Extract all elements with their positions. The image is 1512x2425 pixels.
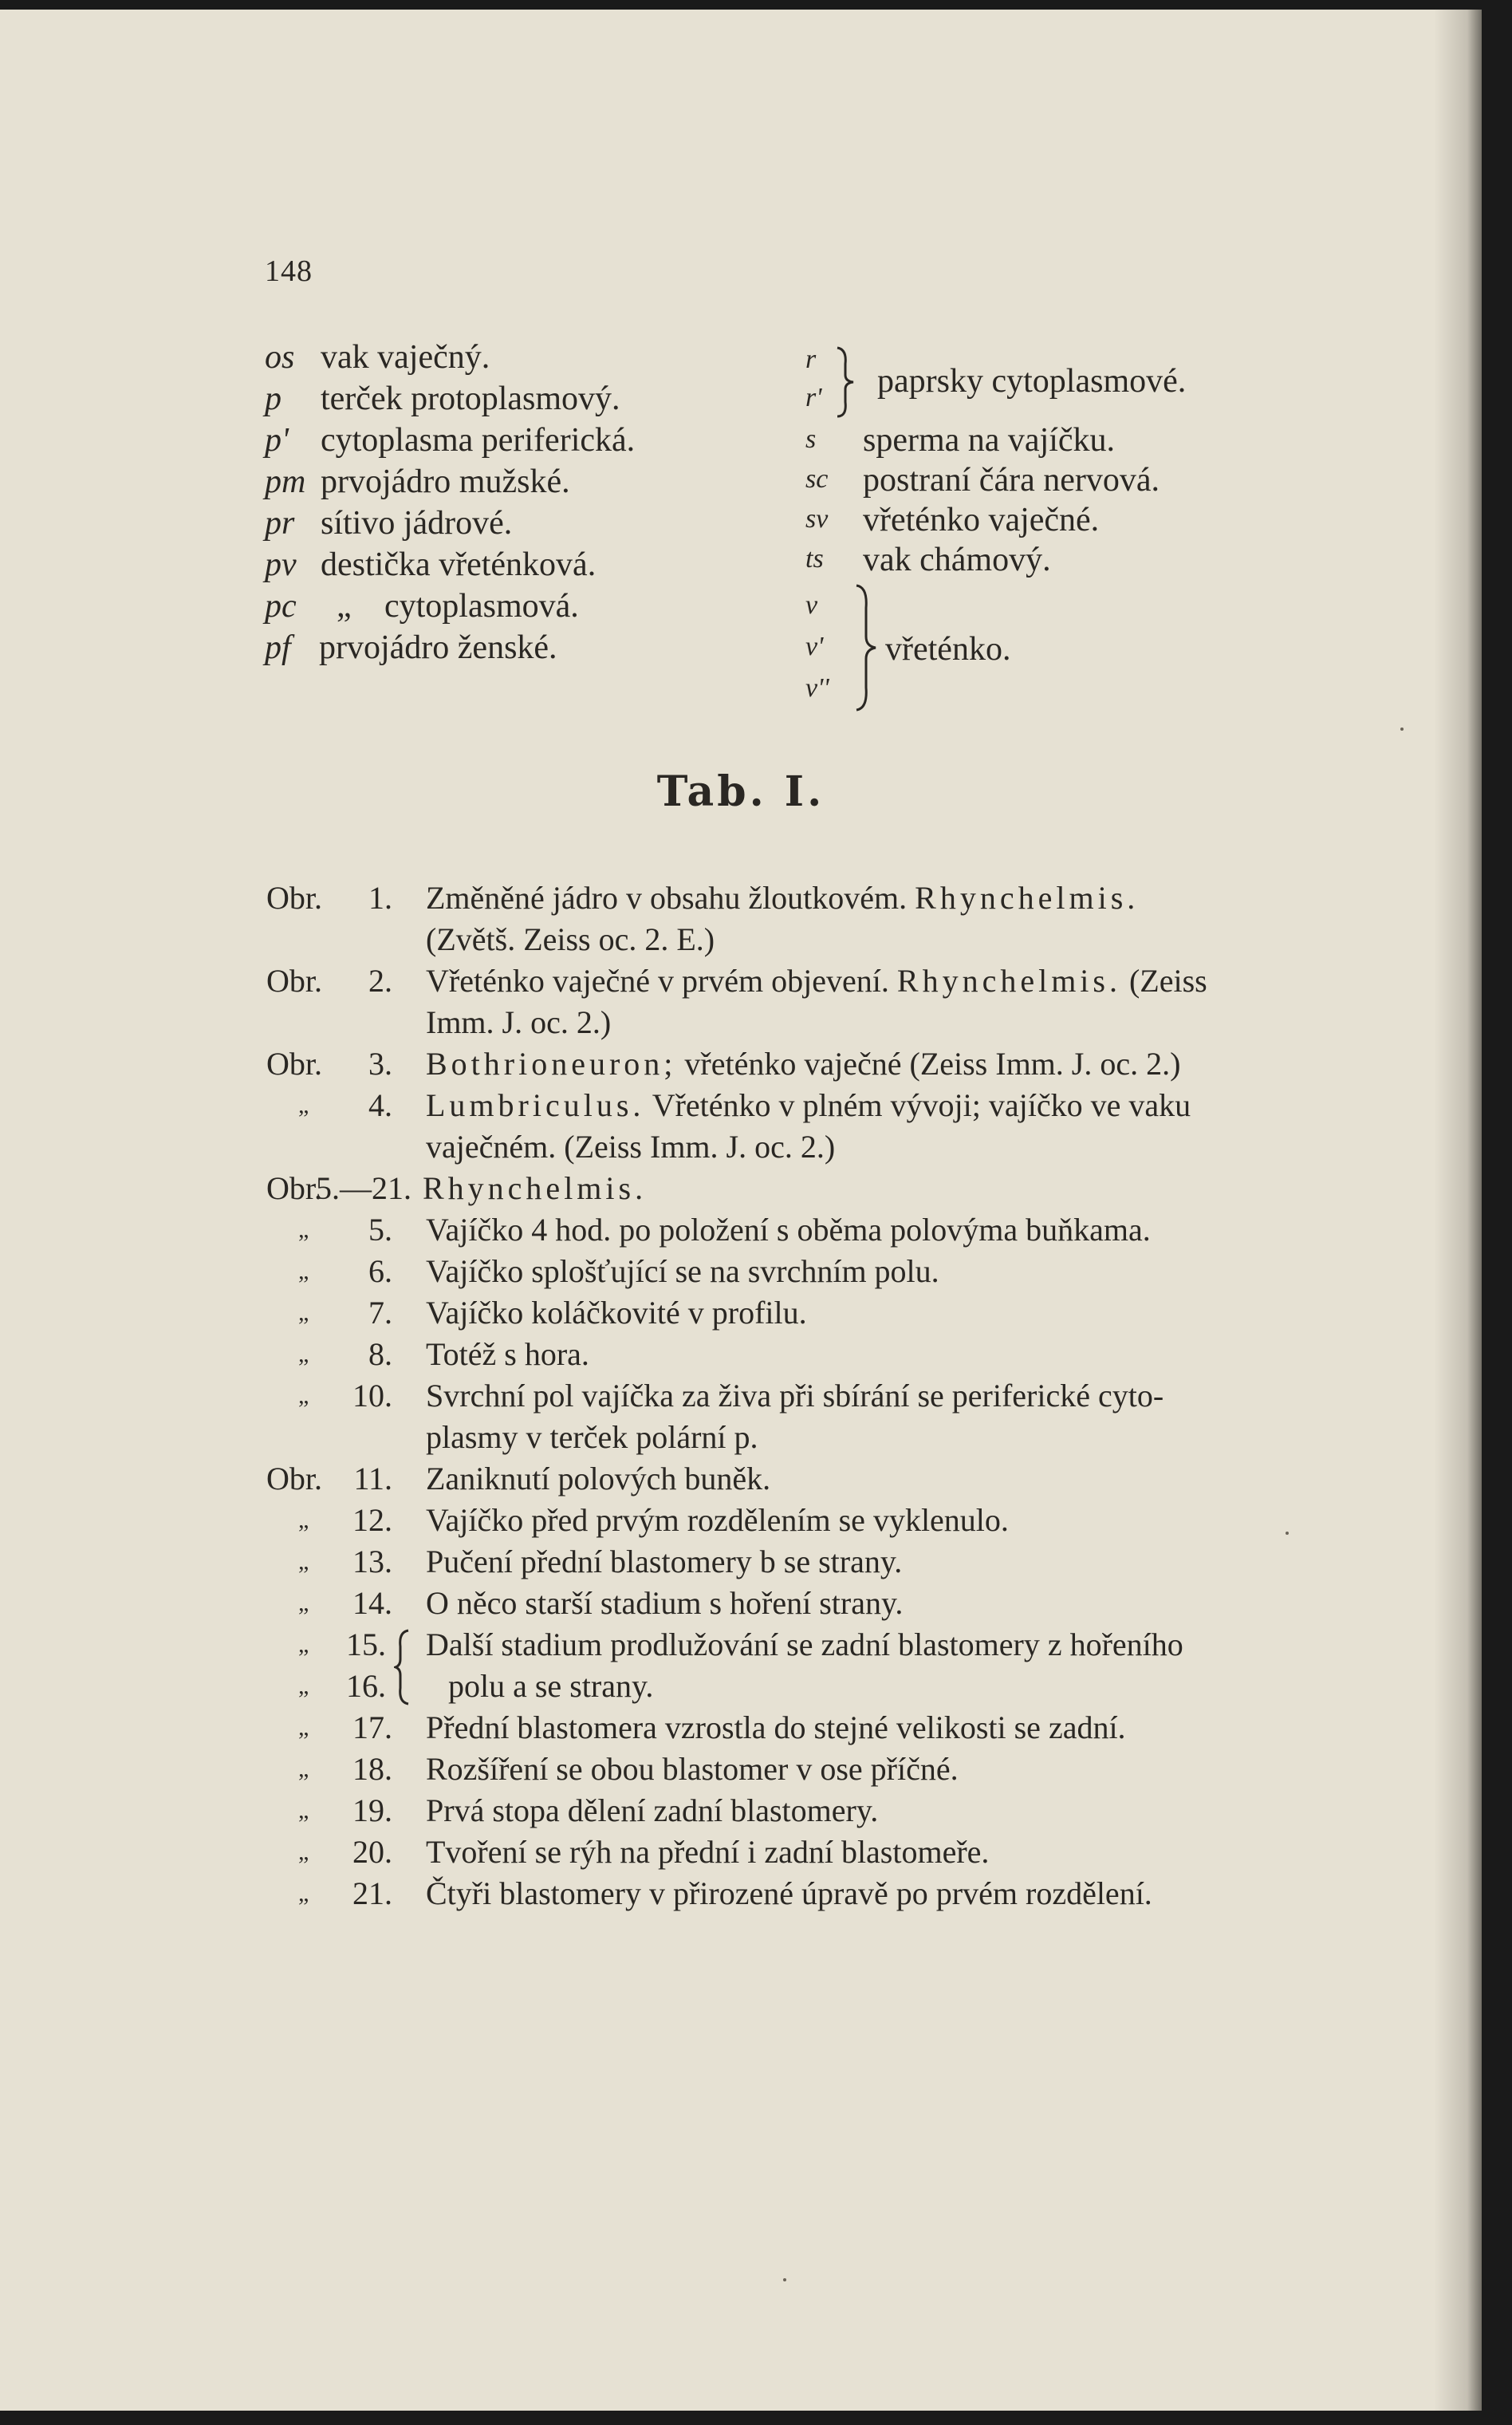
- entry-number: 1.: [368, 880, 392, 916]
- entry-label: „: [298, 1507, 309, 1533]
- figure-entry: [266, 1541, 1335, 1583]
- entry-text: Pučení přední blastomery b se strany.: [426, 1544, 903, 1579]
- right-brace-icon: [834, 346, 858, 418]
- entry-label: „: [298, 1714, 309, 1741]
- entry-label: „: [298, 1631, 309, 1658]
- figure-entry: [266, 877, 1335, 960]
- entry-number: 5.: [368, 1212, 392, 1248]
- entry-number: 20.: [352, 1834, 392, 1870]
- legend-text: destička vřeténková.: [321, 546, 597, 583]
- entry-text-part: Změněné jádro v obsahu žloutkovém.: [426, 880, 915, 916]
- entry-number: 19.: [352, 1792, 392, 1828]
- entry-label: Obr.: [266, 1461, 322, 1496]
- table-title: Tab. I.: [656, 767, 825, 816]
- entry-label: „: [298, 1258, 309, 1284]
- legend-text: cytoplasmová.: [384, 588, 579, 625]
- legend-text: prvojádro mužské.: [321, 463, 570, 500]
- entry-label: „: [298, 1548, 309, 1575]
- legend-abbr: sc: [805, 464, 829, 494]
- entry-text: Zaniknutí polových buněk.: [426, 1461, 771, 1496]
- entry-text: Prvá stopa dělení zadní blastomery.: [426, 1792, 879, 1828]
- entry-label: „: [298, 1216, 309, 1243]
- legend-abbr: p': [265, 422, 289, 459]
- legend-text: terček protoplasmový.: [321, 381, 620, 417]
- entry-text: Vajíčko koláčkovité v profilu.: [426, 1295, 807, 1331]
- legend-abbr: v: [805, 590, 818, 620]
- entry-label: „: [298, 1341, 309, 1367]
- legend-abbr: pr: [265, 505, 295, 542]
- entry-text: Totéž s hora.: [426, 1336, 589, 1372]
- legend-abbr: sv: [805, 504, 829, 534]
- entry-continuation: (Zvětš. Zeiss oc. 2. E.): [426, 921, 715, 957]
- entry-number: 7.: [368, 1295, 392, 1331]
- entry-label: Obr.: [266, 1046, 322, 1082]
- entry-text-part: vřeténko vaječné (Zeiss Imm. J. oc. 2.): [676, 1046, 1181, 1082]
- legend-abbr: p: [265, 381, 282, 417]
- paper-speck: [783, 2278, 786, 2281]
- entry-text: O něco starší stadium s hoření strany.: [426, 1585, 904, 1621]
- figure-entry: [266, 1790, 1335, 1832]
- genus-name: Rhynchelmis.: [896, 963, 1121, 999]
- entry-label: „: [298, 1880, 309, 1906]
- entry-number: 11.: [353, 1461, 392, 1496]
- entry-label: „: [298, 1673, 309, 1699]
- genus-name: Rhynchelmis.: [423, 1170, 648, 1206]
- figure-entry: [266, 1209, 1335, 1251]
- figure-entry: [266, 1873, 1335, 1914]
- entry-text: Vajíčko 4 hod. po položení s oběma polovýma buňkama.: [426, 1212, 1151, 1248]
- figure-entry: [266, 1334, 1335, 1375]
- figure-entry: [266, 1458, 1335, 1500]
- legend-abbr: pv: [265, 546, 297, 583]
- legend-text: prvojádro ženské.: [319, 629, 557, 666]
- entry-text: Čtyři blastomery v přirozené úpravě po prvém rozdělení.: [426, 1875, 1152, 1911]
- entry-text: [426, 1043, 1180, 1085]
- entry-number: 17.: [352, 1709, 392, 1745]
- entry-label: „: [298, 1797, 309, 1824]
- entry-continuation: plasmy v terček polární p.: [426, 1419, 758, 1455]
- genus-name: Rhynchelmis.: [915, 880, 1140, 916]
- entry-text: Rozšíření se obou blastomer v ose příčné.: [426, 1751, 959, 1787]
- entry-text-part: Vřeténko vaječné v prvém objevení.: [426, 963, 897, 999]
- entry-number: 12.: [352, 1502, 392, 1538]
- entry-label: Obr.: [266, 1170, 322, 1206]
- legend-text: paprsky cytoplasmové.: [877, 363, 1187, 400]
- legend-text: vřeténko.: [885, 631, 1011, 668]
- legend-text: cytoplasma periferická.: [321, 422, 636, 459]
- entry-label: Obr.: [266, 880, 322, 916]
- genus-name: Lumbriculus.: [426, 1087, 645, 1123]
- genus-name: Bothrioneuron;: [426, 1046, 677, 1082]
- entry-number: 16.: [346, 1668, 386, 1704]
- legend-abbr: r': [805, 383, 822, 412]
- entry-text: Další stadium prodlužování se zadní blastomery z hořeního: [426, 1627, 1183, 1662]
- legend-abbr: v': [805, 632, 824, 661]
- book-page: [0, 10, 1482, 2411]
- entry-number: 13.: [352, 1544, 392, 1579]
- legend-abbr: v'': [805, 673, 829, 703]
- entry-continuation: vaječném. (Zeiss Imm. J. oc. 2.): [426, 1129, 836, 1165]
- entry-text: Přední blastomera vzrostla do stejné velikosti se zadní.: [426, 1709, 1126, 1745]
- entry-text: Vajíčko před prvým rozdělením se vyklenulo.: [426, 1502, 1009, 1538]
- entry-label: „: [298, 1839, 309, 1865]
- entry-label: Obr.: [266, 963, 322, 999]
- page-edge-shadow: [1434, 10, 1482, 2411]
- legend-text: vřeténko vaječné.: [863, 502, 1100, 538]
- entry-text: Svrchní pol vajíčka za živa při sbírání se periferické cyto-: [426, 1378, 1164, 1414]
- legend-text: sítivo jádrové.: [321, 505, 513, 542]
- entry-text: [426, 960, 1207, 1002]
- entry-number: 21.: [352, 1875, 392, 1911]
- legend-abbr: s: [805, 424, 817, 454]
- figure-entry: [266, 1375, 1335, 1458]
- figure-entry: [266, 1500, 1335, 1541]
- entry-number: 15.: [346, 1627, 386, 1662]
- legend-abbr: ts: [805, 544, 824, 574]
- entry-number: 18.: [352, 1751, 392, 1787]
- legend-abbr: pc: [265, 588, 297, 625]
- legend-abbr: pf: [265, 629, 291, 666]
- figure-entry: [266, 1832, 1335, 1873]
- entry-text: [426, 877, 1139, 919]
- figure-entry: [266, 1583, 1335, 1624]
- legend-text: vak chámový.: [863, 542, 1051, 578]
- entry-label: „: [298, 1382, 309, 1409]
- legend-text: postraní čára nervová.: [863, 462, 1160, 499]
- entry-label: „: [298, 1756, 309, 1782]
- paper-speck: [1400, 728, 1404, 731]
- page-number: 148: [265, 254, 313, 288]
- legend-abbr: pm: [265, 463, 306, 500]
- entry-text: [423, 1168, 647, 1209]
- entry-label: „: [298, 1092, 309, 1118]
- entry-label: „: [298, 1590, 309, 1616]
- entry-continuation: polu a se strany.: [448, 1668, 654, 1704]
- entry-number: 8.: [368, 1336, 392, 1372]
- entry-number: 4.: [368, 1087, 392, 1123]
- entry-text-part: (Zeiss: [1120, 963, 1207, 999]
- ditto-mark: „: [337, 588, 352, 625]
- figure-entry: [266, 1251, 1335, 1292]
- entry-number: 5.—21.: [316, 1170, 411, 1206]
- figure-entry: [266, 1043, 1335, 1085]
- entry-number: 10.: [352, 1378, 392, 1414]
- figure-entry-pair: [266, 1624, 1335, 1707]
- figure-entry: [266, 1749, 1335, 1790]
- legend-text: vak vaječný.: [321, 339, 490, 376]
- entry-number: 3.: [368, 1046, 392, 1082]
- entry-number: 2.: [368, 963, 392, 999]
- entry-text: [426, 1085, 1191, 1126]
- figure-entry: [266, 1085, 1335, 1168]
- paper-speck: [1286, 1532, 1289, 1535]
- figure-entry: [266, 1707, 1335, 1749]
- entry-number: 14.: [352, 1585, 392, 1621]
- legend-abbr: r: [805, 345, 817, 374]
- figure-entry: [266, 1292, 1335, 1334]
- entry-continuation: Imm. J. oc. 2.): [426, 1004, 612, 1040]
- figure-entry: [266, 1168, 1335, 1209]
- entry-text: Tvoření se rýh na přední i zadní blastomeře.: [426, 1834, 990, 1870]
- entry-text: Vajíčko splošťující se na svrchním polu.: [426, 1253, 939, 1289]
- entry-number: 6.: [368, 1253, 392, 1289]
- entry-text-part: Vřeténko v plném vývoji; vajíčko ve vaku: [644, 1087, 1191, 1123]
- pair-brace-icon: [394, 1629, 411, 1705]
- entry-label: „: [298, 1299, 309, 1326]
- figure-entry: [266, 960, 1335, 1043]
- right-brace-icon: [853, 584, 880, 712]
- figure-entries: [266, 877, 1335, 1914]
- legend-abbr: os: [265, 339, 295, 376]
- legend-text: sperma na vajíčku.: [863, 422, 1116, 459]
